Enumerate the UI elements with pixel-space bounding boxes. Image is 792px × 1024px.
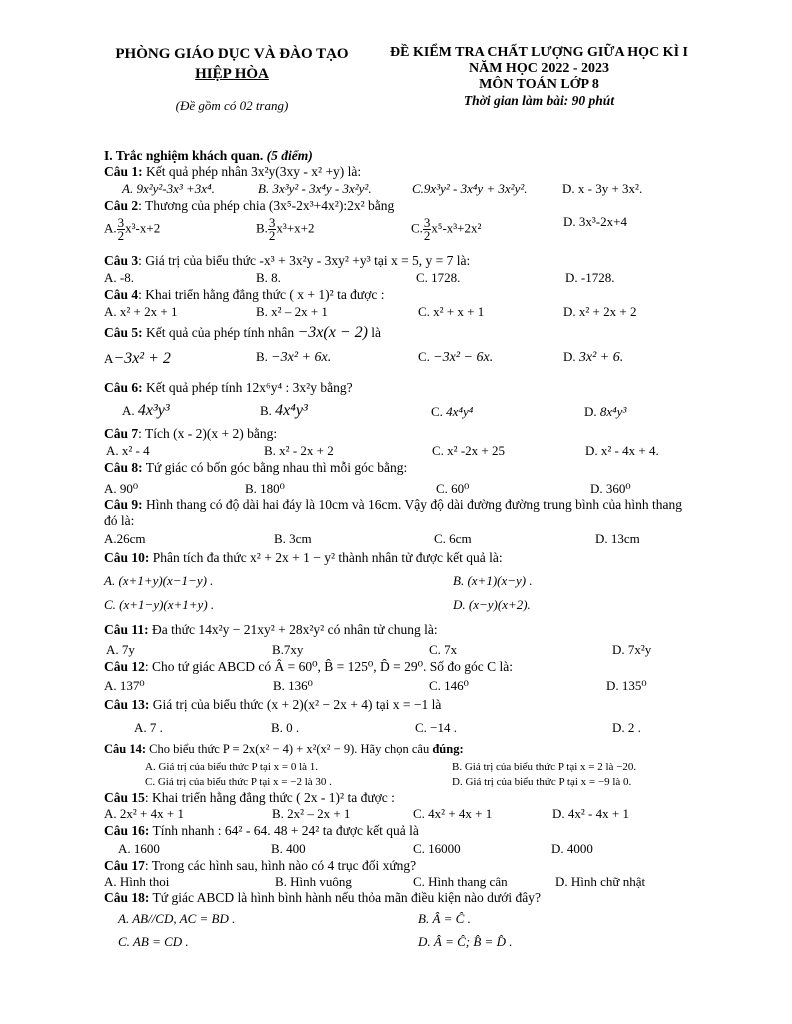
question-8: Câu 8: Tứ giác có bốn góc bằng nhau thì mỗi góc bằng: — [104, 460, 408, 475]
q11-option-c[interactable]: C. 7x — [429, 642, 458, 657]
q2-option-b[interactable]: B. $\frac{3}{2}$ x³+x+2 — [256, 215, 315, 243]
q7-option-d[interactable]: D. x² - 4x + 4. — [585, 443, 659, 458]
district-name: HIỆP HÒA — [195, 66, 269, 82]
q15-option-c[interactable]: C. 4x² + 4x + 1 — [413, 806, 493, 821]
q9-option-a[interactable]: A.26cm — [104, 531, 146, 546]
q1-option-c[interactable]: C.9x³y² - 3x⁴y + 3x²y². — [412, 181, 528, 196]
q13-option-c[interactable]: C. −14 . — [415, 720, 458, 735]
question-9: Câu 9: Hình thang có độ dài hai đáy là 10cm và 16cm. Vậy độ dài đường đường trung bình của hình thang đó là: — [104, 497, 682, 528]
q5-option-a[interactable]: A−3x² + 2 — [104, 350, 171, 367]
q8-option-b[interactable]: B. 180⁰ — [245, 481, 285, 496]
q10-option-c[interactable]: C. (x+1−y)(x+1+y) . — [104, 597, 215, 612]
q10-option-a[interactable]: A. (x+1+y)(x−1−y) . — [104, 573, 214, 588]
question-15: Câu 15: Khai triển hằng đẳng thức ( 2x - 1)² ta được : — [104, 790, 395, 805]
question-17: Câu 17: Trong các hình sau, hình nào có 4 trục đối xứng? — [104, 858, 417, 873]
q11-option-d[interactable]: D. 7x²y — [612, 642, 652, 657]
q7-option-b[interactable]: B. x² - 2x + 2 — [264, 443, 334, 458]
question-18: Câu 18: Tứ giác ABCD là hình bình hành nếu thỏa mãn điều kiện nào dưới đây? — [104, 890, 541, 905]
q9-option-c[interactable]: C. 6cm — [434, 531, 472, 546]
pages-note: (Đề gồm có 02 trang) — [175, 98, 289, 113]
q12-option-c[interactable]: C. 146⁰ — [429, 678, 469, 693]
question-1: Câu 1: Kết quả phép nhân 3x²y(3xy - x² +y) là: — [104, 164, 362, 179]
header-left — [104, 46, 360, 114]
q10-option-b[interactable]: B. (x+1)(x−y) . — [453, 573, 533, 588]
q14-option-a[interactable]: A. Giá trị của biểu thức P tại x = 0 là 1. — [145, 761, 319, 773]
q12-option-a[interactable]: A. 137⁰ — [104, 678, 145, 693]
q5-option-b[interactable]: B. −3x² + 6x. — [256, 349, 332, 365]
q4-option-b[interactable]: B. x² – 2x + 1 — [256, 304, 328, 319]
q15-option-d[interactable]: D. 4x² - 4x + 1 — [552, 806, 629, 821]
q7-option-c[interactable]: C. x² -2x + 25 — [432, 443, 505, 458]
q15-option-b[interactable]: B. 2x² – 2x + 1 — [272, 806, 351, 821]
question-14: Câu 14: Cho biểu thức P = 2x(x² − 4) + x²(x² − 9). Hãy chọn câu đúng: — [104, 742, 464, 756]
q16-option-d[interactable]: D. 4000 — [551, 841, 593, 856]
q18-option-d[interactable]: D. Â = Ĉ; B̂ = D̂ . — [418, 934, 513, 949]
q9-option-d[interactable]: D. 13cm — [595, 531, 640, 546]
q17-option-b[interactable]: B. Hình vuông — [275, 874, 352, 889]
q1-option-d[interactable]: D. x - 3y + 3x². — [562, 181, 643, 196]
q2-option-d[interactable]: D. 3x³-2x+4 — [563, 214, 627, 229]
question-16: Câu 16: Tính nhanh : 64² - 64. 48 + 24² ta được kết quả là — [104, 823, 419, 838]
q5-option-d[interactable]: D. 3x² + 6. — [563, 349, 624, 365]
q13-option-d[interactable]: D. 2 . — [612, 720, 641, 735]
q8-option-c[interactable]: C. 60⁰ — [436, 481, 470, 496]
q2-option-a[interactable]: A. $\frac{3}{2}$ x³-x+2 — [104, 215, 161, 243]
q11-option-a[interactable]: A. 7y — [106, 642, 135, 657]
q17-option-c[interactable]: C. Hình thang cân — [413, 874, 508, 889]
q4-option-c[interactable]: C. x² + x + 1 — [418, 304, 485, 319]
question-12: Câu 12: Cho tứ giác ABCD có Â = 60⁰, B̂ = 125⁰, D̂ = 29⁰. Số đo góc C là: — [104, 659, 514, 674]
q18-option-a[interactable]: A. AB//CD, AC = BD . — [118, 911, 236, 926]
q6-option-d[interactable]: D. 8x⁴y³ — [584, 404, 627, 419]
q10-option-d[interactable]: D. (x−y)(x+2). — [453, 597, 531, 612]
q14-option-d[interactable]: D. Giá trị của biểu thức P tại x = −9 là 0. — [452, 776, 632, 788]
q1-option-b[interactable]: B. 3x³y² - 3x⁴y - 3x²y². — [258, 181, 372, 196]
q17-option-a[interactable]: A. Hình thoi — [104, 874, 170, 889]
department-name: PHÒNG GIÁO DỤC VÀ ĐÀO TẠO — [115, 46, 349, 62]
q14-option-c[interactable]: C. Giá trị của biểu thức P tại x = −2 là 30 . — [145, 776, 332, 788]
q18-option-b[interactable]: B. Â = Ĉ . — [418, 911, 471, 926]
q1-option-a[interactable]: A. 9x²y²-3x³ +3x⁴. — [122, 181, 215, 196]
q7-option-a[interactable]: A. x² - 4 — [106, 443, 150, 458]
q6-option-c[interactable]: C. 4x⁴y⁴ — [431, 404, 474, 419]
q6-option-a[interactable]: A. 4x³y³ — [122, 402, 170, 419]
q15-option-a[interactable]: A. 2x² + 4x + 1 — [104, 806, 184, 821]
q4-option-d[interactable]: D. x² + 2x + 2 — [563, 304, 637, 319]
exam-title: ĐỀ KIỂM TRA CHẤT LƯỢNG GIỮA HỌC KÌ I — [390, 45, 688, 60]
q14-option-b[interactable]: B. Giá trị của biểu thức P tại x = 2 là −20. — [452, 761, 637, 773]
q16-option-a[interactable]: A. 1600 — [118, 841, 160, 856]
q18-option-c[interactable]: C. AB = CD . — [118, 934, 189, 949]
question-6: Câu 6: Kết quả phép tính 12x⁶y⁴ : 3x²y bằng? — [104, 380, 353, 395]
q2-option-c[interactable]: C. $\frac{3}{2}$ x⁵-x³+2x² — [411, 215, 482, 243]
q8-option-d[interactable]: D. 360⁰ — [590, 481, 631, 496]
subject: MÔN TOÁN LỚP 8 — [479, 77, 599, 92]
q9-option-b[interactable]: B. 3cm — [274, 531, 312, 546]
duration: Thời gian làm bài: 90 phút — [463, 93, 615, 108]
q12-option-b[interactable]: B. 136⁰ — [273, 678, 313, 693]
q6-option-b[interactable]: B. 4x⁴y³ — [260, 402, 308, 419]
q13-option-b[interactable]: B. 0 . — [271, 720, 300, 735]
q3-option-d[interactable]: D. -1728. — [565, 270, 615, 285]
question-5: Câu 5: Kết quả của phép tính nhân −3x(x − 2) là — [104, 324, 382, 341]
q17-option-d[interactable]: D. Hình chữ nhật — [555, 874, 646, 889]
question-13: Câu 13: Giá trị của biểu thức (x + 2)(x² − 2x + 4) tại x = −1 là — [104, 697, 442, 712]
school-year: NĂM HỌC 2022 - 2023 — [469, 61, 609, 76]
question-11: Câu 11: Đa thức 14x²y − 21xy² + 28x²y² có nhân tử chung là: — [104, 622, 438, 637]
q4-option-a[interactable]: A. x² + 2x + 1 — [104, 304, 178, 319]
q13-option-a[interactable]: A. 7 . — [134, 720, 163, 735]
q11-option-b[interactable]: B.7xy — [272, 642, 304, 657]
question-2: Câu 2: Thương của phép chia (3x⁵-2x³+4x²):2x² bằng — [104, 198, 395, 213]
question-7: Câu 7: Tích (x - 2)(x + 2) bằng: — [104, 426, 278, 441]
q3-option-b[interactable]: B. 8. — [256, 270, 281, 285]
q16-option-c[interactable]: C. 16000 — [413, 841, 461, 856]
q5-option-c[interactable]: C. −3x² − 6x. — [418, 349, 494, 365]
section-title: I. Trắc nghiệm khách quan. (5 điểm) — [104, 148, 313, 163]
question-4: Câu 4: Khai triển hằng đẳng thức ( x + 1)² ta được : — [104, 287, 385, 302]
q16-option-b[interactable]: B. 400 — [271, 841, 306, 856]
question-10: Câu 10: Phân tích đa thức x² + 2x + 1 − y² thành nhân tử được kết quả là: — [104, 550, 503, 565]
header-right — [374, 45, 704, 109]
q3-option-a[interactable]: A. -8. — [104, 270, 134, 285]
q8-option-a[interactable]: A. 90⁰ — [104, 481, 139, 496]
q12-option-d[interactable]: D. 135⁰ — [606, 678, 647, 693]
question-3: Câu 3: Giá trị của biểu thức -x³ + 3x²y - 3xy² +y³ tại x = 5, y = 7 là: — [104, 253, 471, 268]
q3-option-c[interactable]: C. 1728. — [416, 270, 461, 285]
